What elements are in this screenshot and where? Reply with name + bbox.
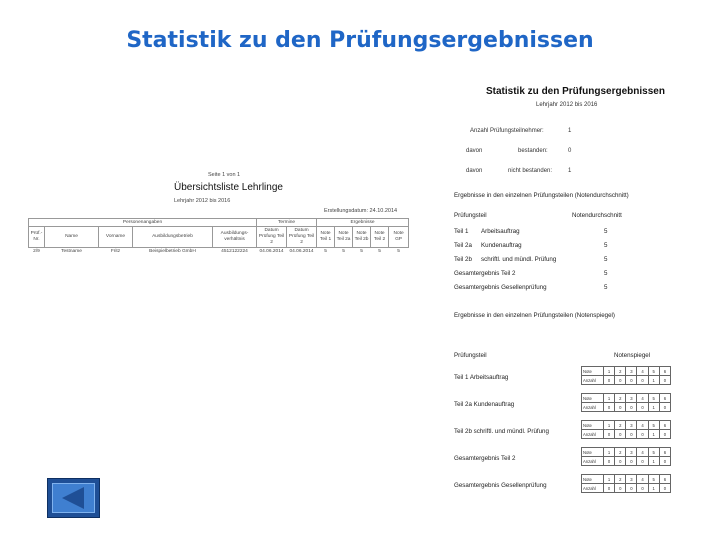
grade-cell: 2: [615, 448, 626, 457]
grade-cell: 3: [626, 421, 637, 430]
table-header-row: [29, 227, 409, 248]
statistics-scan: [448, 80, 678, 500]
grade-cell: 2: [615, 475, 626, 484]
count-cell: 0: [637, 376, 648, 385]
count-cell: 0: [659, 403, 670, 412]
count-cell: 0: [615, 403, 626, 412]
average-part-name: schriftl. und mündl. Prüfung: [481, 256, 557, 263]
count-cell: 0: [626, 457, 637, 466]
table-header-cell: Prüf.-Nr.: [29, 227, 45, 248]
col-part-2: Prüfungsteil: [454, 352, 487, 359]
passed-value: 0: [568, 148, 572, 154]
average-part-name: Kundenauftrag: [481, 242, 522, 249]
grade-cell: 4: [637, 394, 648, 403]
count-label: Anzahl: [582, 376, 604, 385]
count-cell: 0: [626, 484, 637, 493]
average-part: Gesamtergebnis Teil 2: [454, 270, 516, 277]
failed-value: 1: [568, 168, 572, 174]
table-cell: Fritz: [110, 249, 121, 254]
grade-cell: 5: [648, 421, 659, 430]
count-cell: 0: [615, 430, 626, 439]
overview-list-scan: [28, 168, 410, 258]
grade-cell: 4: [637, 367, 648, 376]
col-average: Notendurchschnitt: [572, 212, 622, 219]
spiegel-part: Teil 2a Kundenauftrag: [454, 401, 515, 408]
table-cell: 5: [397, 249, 400, 254]
table-cell: 04.06.2014: [259, 249, 284, 254]
grade-cell: 3: [626, 367, 637, 376]
col-part: Prüfungsteil: [454, 212, 487, 219]
count-cell: 0: [615, 457, 626, 466]
davon-label: davon: [466, 148, 483, 154]
table-header-cell: Vorname: [99, 227, 133, 248]
grade-cell: 4: [637, 421, 648, 430]
table-header-cell: Note Teil 1: [317, 227, 335, 248]
grade-cell: 2: [615, 421, 626, 430]
grade-cell: 3: [626, 394, 637, 403]
grade-cell: 4: [637, 475, 648, 484]
stats-title: Statistik zu den Prüfungsergebnissen: [486, 86, 665, 97]
grade-cell: 3: [626, 475, 637, 484]
grade-cell: 6: [659, 421, 670, 430]
table-header-cell: Note Teil 2: [371, 227, 389, 248]
count-cell: 0: [637, 457, 648, 466]
spiegel-part: Teil 2b schriftl. und mündl. Prüfung: [454, 428, 549, 435]
table-header-cell: Name: [45, 227, 99, 248]
count-cell: 0: [659, 457, 670, 466]
average-part-name: Arbeitsauftrag: [481, 228, 520, 235]
table-header-cell: Datum Prüfung Teil 2: [287, 227, 317, 248]
back-arrow-icon: [62, 487, 84, 509]
grade-distribution-table: [581, 393, 671, 412]
grade-cell: 1: [604, 448, 615, 457]
average-part: Gesamtergebnis Gesellenprüfung: [454, 284, 547, 291]
average-value: 5: [604, 256, 608, 263]
failed-label: nicht bestanden:: [508, 168, 553, 174]
grade-cell: 1: [604, 394, 615, 403]
grade-cell: 1: [604, 475, 615, 484]
table-cell: Beispielbetrieb GmbH: [149, 249, 196, 254]
grade-cell: 5: [648, 367, 659, 376]
count-cell: 1: [648, 376, 659, 385]
count-cell: 1: [648, 484, 659, 493]
spiegel-part: Teil 1 Arbeitsauftrag: [454, 374, 509, 381]
grade-distribution-table: [581, 366, 671, 385]
grade-cell: 6: [659, 394, 670, 403]
grade-cell: 2: [615, 367, 626, 376]
page-number: Seite 1 von 1: [208, 172, 241, 178]
table-header-cell: Ausbildungsbetrieb: [133, 227, 213, 248]
participants-value: 1: [568, 128, 572, 134]
table-header-cell: Datum Prüfung Teil 2: [257, 227, 287, 248]
note-label: Note: [582, 421, 604, 430]
count-cell: 0: [604, 403, 615, 412]
list-title: Übersichtsliste Lehrlinge: [174, 182, 283, 193]
section-spiegel: Ergebnisse in den einzelnen Prüfungsteilen (Notenspiegel): [454, 312, 615, 319]
grade-cell: 4: [637, 448, 648, 457]
count-cell: 0: [626, 430, 637, 439]
average-value: 5: [604, 228, 608, 235]
count-cell: 0: [615, 376, 626, 385]
count-cell: 0: [615, 484, 626, 493]
grade-cell: 3: [626, 448, 637, 457]
average-value: 5: [604, 270, 608, 277]
note-label: Note: [582, 448, 604, 457]
count-cell: 0: [604, 430, 615, 439]
spiegel-part: Gesamtergebnis Teil 2: [454, 455, 516, 462]
davon-label-2: davon: [466, 168, 483, 174]
count-cell: 1: [648, 403, 659, 412]
table-cell: Testname: [61, 249, 82, 254]
grade-cell: 1: [604, 367, 615, 376]
grade-cell: 5: [648, 394, 659, 403]
count-cell: 0: [604, 484, 615, 493]
table-header-cell: Note GP: [389, 227, 409, 248]
table-cell: 5: [360, 249, 363, 254]
average-value: 5: [604, 284, 608, 291]
count-cell: 0: [637, 484, 648, 493]
table-cell: 2/9: [33, 249, 40, 254]
section-average: Ergebnisse in den einzelnen Prüfungsteilen (Notendurchschnitt): [454, 192, 629, 199]
note-label: Note: [582, 367, 604, 376]
table-header-cell: Note Teil 2a: [335, 227, 353, 248]
count-cell: 0: [637, 403, 648, 412]
passed-label: bestanden:: [518, 148, 548, 154]
participants-label: Anzahl Prüfungsteilnehmer:: [470, 128, 544, 134]
count-cell: 1: [648, 430, 659, 439]
count-cell: 0: [637, 430, 648, 439]
count-cell: 0: [659, 376, 670, 385]
average-part: Teil 1: [454, 228, 469, 235]
note-label: Note: [582, 394, 604, 403]
table-header-cell: Note Teil 2b: [353, 227, 371, 248]
grade-cell: 5: [648, 448, 659, 457]
count-label: Anzahl: [582, 484, 604, 493]
stats-year: Lehrjahr 2012 bis 2016: [536, 102, 598, 108]
spiegel-part: Gesamtergebnis Gesellenprüfung: [454, 482, 547, 489]
col-spiegel: Notenspiegel: [614, 352, 651, 359]
grade-distribution-table: [581, 474, 671, 493]
grade-distribution-table: [581, 447, 671, 466]
table-cell: 4512122224: [221, 249, 248, 254]
overview-table: [28, 218, 409, 256]
note-label: Note: [582, 475, 604, 484]
average-value: 5: [604, 242, 608, 249]
slide-title: Statistik zu den Prüfungsergebnissen: [126, 28, 594, 53]
count-cell: 0: [659, 484, 670, 493]
count-label: Anzahl: [582, 430, 604, 439]
grade-cell: 2: [615, 394, 626, 403]
table-cell: 5: [324, 249, 327, 254]
group-termine: Termine: [257, 219, 317, 227]
grade-cell: 6: [659, 448, 670, 457]
back-button[interactable]: [47, 478, 100, 518]
average-part: Teil 2b: [454, 256, 472, 263]
count-cell: 1: [648, 457, 659, 466]
table-cell: 5: [378, 249, 381, 254]
table-header-cell: Ausbildungs-verhältnis: [213, 227, 257, 248]
count-cell: 0: [659, 430, 670, 439]
count-cell: 0: [604, 376, 615, 385]
table-cell: 04.06.2014: [289, 249, 314, 254]
grade-cell: 1: [604, 421, 615, 430]
count-cell: 0: [626, 403, 637, 412]
grade-distribution-table: [581, 420, 671, 439]
average-part: Teil 2a: [454, 242, 472, 249]
grade-cell: 6: [659, 367, 670, 376]
table-cell: 5: [342, 249, 345, 254]
count-cell: 0: [626, 376, 637, 385]
list-subtitle: Lehrjahr 2012 bis 2016: [174, 198, 231, 204]
grade-cell: 5: [648, 475, 659, 484]
print-date: Erstellungsdatum: 24.10.2014: [324, 208, 398, 214]
group-ergebnisse: Ergebnisse: [317, 219, 409, 227]
table-row: [29, 248, 409, 257]
grade-cell: 6: [659, 475, 670, 484]
count-label: Anzahl: [582, 457, 604, 466]
count-cell: 0: [604, 457, 615, 466]
group-personal: Personenangaben: [29, 219, 257, 227]
count-label: Anzahl: [582, 403, 604, 412]
